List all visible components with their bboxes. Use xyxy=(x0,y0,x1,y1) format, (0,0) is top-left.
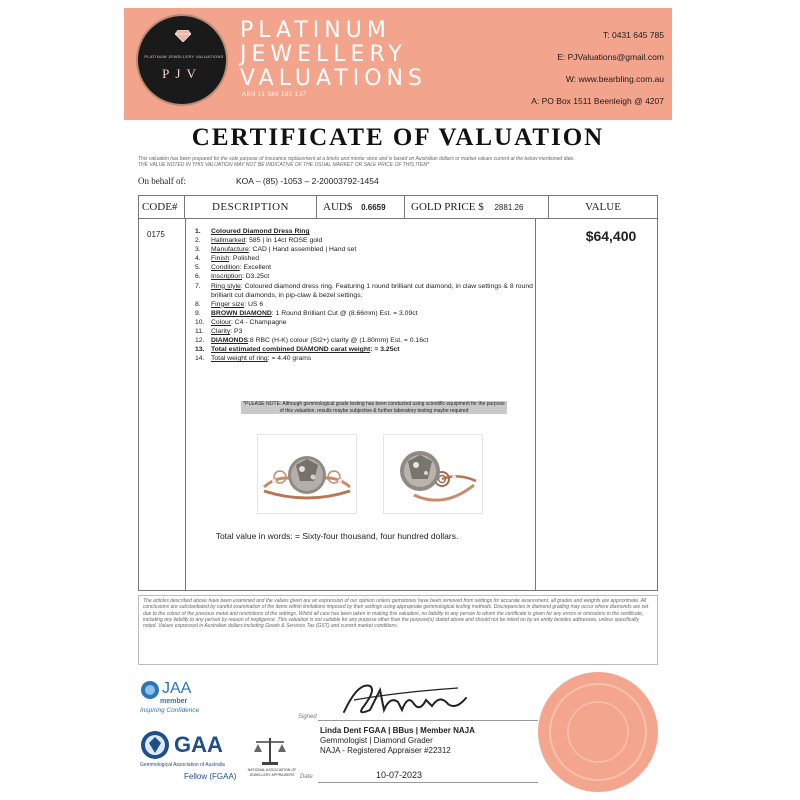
list-item: 1. Coloured Diamond Dress Ring xyxy=(195,228,310,235)
signer-details xyxy=(320,726,475,756)
abn-number: ABN 11 588 192 137 xyxy=(242,92,307,98)
diamond-icon xyxy=(175,30,191,42)
jaa-tagline: Inspiring Confidence xyxy=(140,707,200,714)
header-value: VALUE xyxy=(585,201,621,213)
total-value-words: Total value in words: = Sixty-four thousand, four hundred dollars. xyxy=(215,531,459,541)
list-item: 13. Total estimated combined DIAMOND carat weight: = 3.25ct xyxy=(195,346,400,354)
date-line xyxy=(318,782,538,783)
header-gold xyxy=(405,196,549,218)
header-description: DESCRIPTION xyxy=(185,196,317,218)
on-behalf-of xyxy=(138,176,379,186)
naja-subtitle: NATIONAL ASSOCIATION OF JEWELLERY APPRAISERS xyxy=(247,768,297,777)
jaa-emblem-icon xyxy=(140,680,160,700)
disclaimer-line-2: THE VALUE NOTED IN THIS VALUATION MAY NOT BE INDICATIVE OF THE USUAL MARKET OR SALE PRICE OF THIS ITEM* xyxy=(138,162,430,168)
behalf-value: KOA – (85) -1053 – 2-20003792-1454 xyxy=(236,176,379,186)
brand-line-2: JEWELLERY xyxy=(240,42,407,67)
brand-line-3: VALUATIONS xyxy=(240,66,427,91)
list-item: 8. Finger size: US 6 xyxy=(195,300,264,308)
signer-registration: NAJA - Registered Appraiser #22312 xyxy=(320,746,451,755)
signer-name: Linda Dent FGAA | BBus | Member NAJA xyxy=(320,726,475,735)
signer-role: Gemmologist | Diamond Grader xyxy=(320,736,433,745)
list-item: 12. DIAMONDS:8 RBC (H-K) colour (SI2+) clarity @ (1.80mm) Est. = 0.16ct xyxy=(195,337,429,345)
description-list xyxy=(195,227,535,363)
signed-label: Signed xyxy=(298,714,317,720)
list-item: 4. Finish: Polished xyxy=(195,255,259,263)
certificate-title: CERTIFICATE OF VALUATION xyxy=(191,124,605,151)
gold-value: 2881.26 xyxy=(494,203,524,212)
ring-side-image xyxy=(384,435,482,513)
grading-note: *PLEASE NOTE: Although gemmological grade testing has been conducted using scientific equipment for the purpose of this valuation, results maybe subjective & further laboratory testing maybe required xyxy=(241,401,507,414)
jaa-text: JAA xyxy=(162,680,192,697)
logo-mini-text: PLATINUM JEWELLERY VALUATIONS xyxy=(144,54,224,59)
list-item: 7. Ring style: Coloured diamond dress ring. Featuring 1 round brilliant cut diamond, in claw settings & 8 round brilliant cut diamonds, in pip-claw & bezel settings. xyxy=(195,282,533,299)
contact-email: E: PJValuations@gmail.com xyxy=(557,52,664,62)
behalf-label: On behalf of: xyxy=(138,176,186,186)
header-code: CODE# xyxy=(139,196,185,218)
disclaimer-line-1: This valuation has been prepared for the sole purpose of insurance replacement at a bricks and mortar store and is based on Australian dollars or market values current at the below mentioned date. xyxy=(138,156,575,162)
column-divider-2 xyxy=(535,218,536,590)
list-item: 2. Hallmarked: 585 | In 14ct ROSE gold xyxy=(195,237,323,245)
list-item: 5. Condition: Excellent xyxy=(195,264,272,272)
signature-line xyxy=(318,720,538,721)
aud-value: 0.6659 xyxy=(361,203,386,212)
gaa-emblem-icon xyxy=(140,730,170,760)
scales-icon xyxy=(252,736,288,766)
gaa-text: GAA xyxy=(174,732,223,757)
pjv-logo xyxy=(136,14,228,106)
list-item: 14. Total weight of ring: = 4.40 grams xyxy=(195,355,312,363)
header-divider xyxy=(139,218,657,219)
logo-monogram: PJV xyxy=(162,66,202,81)
header-aud xyxy=(317,196,405,218)
ring-photo-side xyxy=(383,434,483,514)
terms-fineprint: The articles described above have been examined and the values given are an expression of our opinion unless gemstones have been removed from settings for accurate assessment, all grades and weights are approximate. All conclusions are substantiated by careful examination of the items within limitations imposed by their settings using appropriate gemmological testing methods. Discrepancies in diamond grading may occur where diamonds are set due to the colour of the precious metal and restrictions of the settings. Whilst all care has been taken in making this valuation, no liability to any person to whom the certificate is given for any errors or omissions in the certificate, including any liability to any person by reason of negligence. This valuation is not suitable for any purpose other than the purpose(s) stated above and should not be relied on by an entity besides addressee, unless specifically noted. Values expressed in Australian dollars including Goods & Services Tax (GST) and current market conditions. xyxy=(138,595,658,665)
list-item: 3. Manufacture: CAD | Hand assembled | Hand set xyxy=(195,246,357,254)
gold-label: GOLD PRICE $ xyxy=(411,201,484,213)
date-label: Date xyxy=(300,774,313,780)
ring-photo-front xyxy=(257,434,357,514)
contact-address: A: PO Box 1511 Beenleigh @ 4207 xyxy=(531,96,664,106)
list-item: 9. BROWN DIAMOND: 1 Round Brilliant Cut @ (8.66mm) Est. = 3.09ct xyxy=(195,309,418,317)
embossed-seal xyxy=(536,670,660,794)
aud-label: AUD$ xyxy=(323,201,353,213)
gaa-fellow: Fellow (FGAA) xyxy=(184,772,237,781)
jaa-member: member xyxy=(160,698,188,705)
item-code: 0175 xyxy=(147,230,165,239)
item-value: $64,400 xyxy=(585,228,637,244)
list-item: 10. Colour: C4 - Champagne xyxy=(195,318,287,326)
list-item: 6. Inscription: D3.25ct xyxy=(195,273,270,281)
ring-front-image xyxy=(258,435,356,513)
date-value: 10-07-2023 xyxy=(376,770,423,780)
disclaimer xyxy=(138,156,668,168)
valuation-table xyxy=(138,195,658,591)
contact-phone: T: 0431 645 785 xyxy=(603,30,664,40)
gaa-subtitle: Gemmological Association of Australia xyxy=(140,762,225,768)
signature-image xyxy=(340,676,470,720)
list-item: 11. Clarity: P3 xyxy=(195,328,243,336)
brand-line-1: PLATINUM xyxy=(240,18,391,43)
contact-web: W: www.bearbling.com.au xyxy=(565,74,664,84)
naja-logo xyxy=(247,736,297,777)
